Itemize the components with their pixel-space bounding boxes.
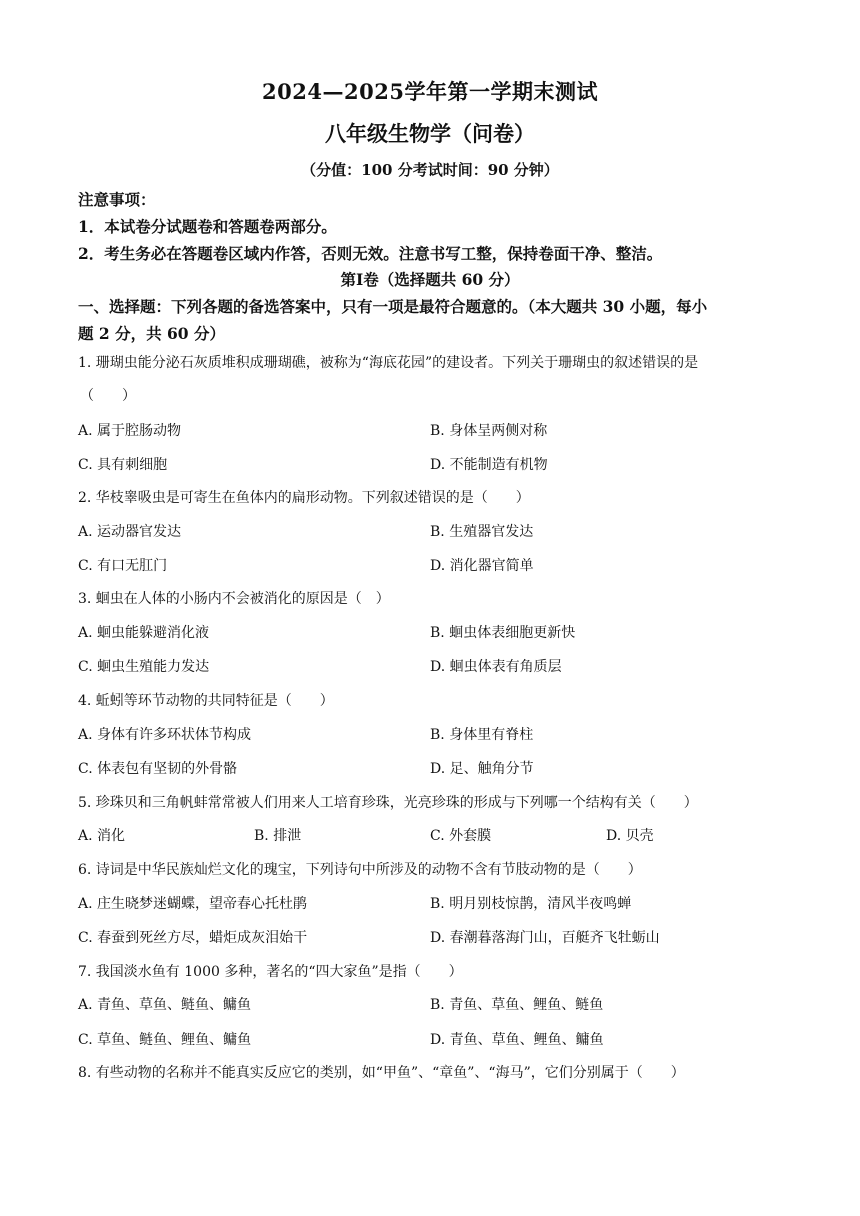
question-6-option-a: A. 庄生晓梦迷蝴蝶，望帝春心托杜鹃 — [78, 896, 308, 912]
question-2-option-c: C. 有口无肛门 — [78, 558, 168, 574]
question-1-option-d: D. 不能制造有机物 — [430, 457, 548, 473]
question-7-stem: 7. 我国淡水鱼有 1000 多种，著名的“四大家鱼”是指（ ） — [78, 964, 463, 980]
question-5-option-a: A. 消化 — [78, 828, 126, 844]
question-1-option-b: B. 身体呈两侧对称 — [430, 423, 548, 439]
question-2-option-a: A. 运动器官发达 — [78, 524, 182, 540]
notice-heading: 注意事项： — [78, 190, 156, 209]
exam-meta: （分值：100 分考试时间：90 分钟） — [301, 161, 559, 179]
question-3-option-b: B. 蛔虫体表细胞更新快 — [430, 625, 576, 641]
section-instruction-line-2: 题 2 分，共 60 分） — [78, 324, 225, 343]
question-5-option-d: D. 贝壳 — [606, 828, 654, 844]
question-7-option-b: B. 青鱼、草鱼、鲤鱼、鲢鱼 — [430, 997, 604, 1013]
question-6-option-c: C. 春蚕到死丝方尽，蜡炬成灰泪始干 — [78, 930, 308, 946]
question-6-option-b: B. 明月别枝惊鹊，清风半夜鸣蝉 — [430, 896, 632, 912]
question-7-option-d: D. 青鱼、草鱼、鲤鱼、鳙鱼 — [430, 1032, 604, 1048]
question-7-option-a: A. 青鱼、草鱼、鲢鱼、鳙鱼 — [78, 997, 252, 1013]
question-1-stem: 1. 珊瑚虫能分泌石灰质堆积成珊瑚礁，被称为“海底花园”的建设者。下列关于珊瑚虫的叙述错误的是 — [78, 355, 699, 371]
question-6-stem: 6. 诗词是中华民族灿烂文化的瑰宝，下列诗句中所涉及的动物不含有节肢动物的是（ ） — [78, 862, 642, 878]
question-4-option-d: D. 足、触角分节 — [430, 761, 534, 777]
question-5-option-b: B. 排泄 — [254, 828, 302, 844]
question-2-option-d: D. 消化器官简单 — [430, 558, 534, 574]
question-3-stem: 3. 蛔虫在人体的小肠内不会被消化的原因是（ ） — [78, 591, 390, 607]
question-2-stem: 2. 华枝睾吸虫是可寄生在鱼体内的扁形动物。下列叙述错误的是（ ） — [78, 490, 530, 506]
exam-subtitle: 八年级生物学（问卷） — [325, 121, 535, 146]
question-5-option-c: C. 外套膜 — [430, 828, 492, 844]
notice-item-1: 1．本试卷分试题卷和答题卷两部分。 — [78, 217, 337, 236]
question-2-option-b: B. 生殖器官发达 — [430, 524, 534, 540]
exam-title: 2024—2025学年第一学期末测试 — [262, 79, 598, 104]
question-7-option-c: C. 草鱼、鲢鱼、鲤鱼、鳙鱼 — [78, 1032, 252, 1048]
question-4-option-b: B. 身体里有脊柱 — [430, 727, 534, 743]
section-instruction-line-1: 一、选择题：下列各题的备选答案中，只有一项是最符合题意的。（本大题共 30 小题，每小 — [78, 297, 708, 316]
question-3-option-d: D. 蛔虫体表有角质层 — [430, 659, 562, 675]
question-4-option-c: C. 体表包有坚韧的外骨骼 — [78, 761, 238, 777]
question-1-option-c: C. 具有刺细胞 — [78, 457, 168, 473]
question-4-stem: 4. 蚯蚓等环节动物的共同特征是（ ） — [78, 693, 334, 709]
question-1-option-a: A. 属于腔肠动物 — [78, 423, 182, 439]
question-1-stem-cont: （ ） — [80, 388, 136, 404]
question-3-option-c: C. 蛔虫生殖能力发达 — [78, 659, 210, 675]
notice-item-2: 2．考生务必在答题卷区域内作答，否则无效。注意书写工整，保持卷面干净、整洁。 — [78, 244, 663, 263]
question-3-option-a: A. 蛔虫能躲避消化液 — [78, 625, 210, 641]
question-4-option-a: A. 身体有许多环状体节构成 — [78, 727, 252, 743]
question-5-stem: 5. 珍珠贝和三角帆蚌常常被人们用来人工培育珍珠，光亮珍珠的形成与下列哪一个结构有关（ ） — [78, 795, 698, 811]
question-6-option-d: D. 春潮暮落海门山，百艇齐飞牡蛎山 — [430, 930, 660, 946]
section-title: 第Ⅰ卷（选择题共 60 分） — [340, 270, 520, 289]
question-8-stem: 8. 有些动物的名称并不能真实反应它的类别，如“甲鱼”、“章鱼”、“海马”，它们分别属于（ ） — [78, 1065, 685, 1081]
